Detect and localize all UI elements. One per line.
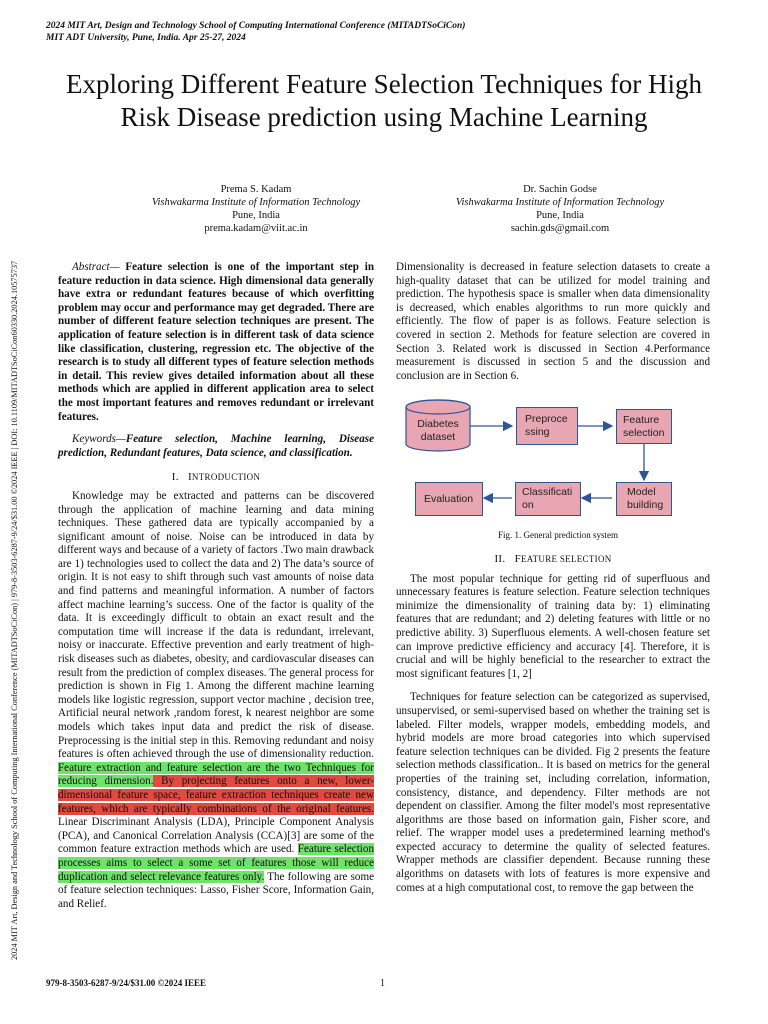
feature-selection-paragraph-1: The most popular technique for getting rid of superfluous and unnecessary features is feature selection. Feature selection techniques minimize the dimensionality of training data by: 1) eliminating features that are redundant; and 2) deleting features with little or no predictive ability. 3) Superfluous elements. A well-chosen feature set can improve predictive efficiency and accuracy [4]. Therefore, it is crucial and will be highly beneficial to the researcher to extract the most significant features [1, 2]	[396, 572, 710, 680]
keywords-text: Feature selection, Machine learning, Disease prediction, Redundant features, Data science, and classification.	[58, 433, 374, 459]
keywords	[58, 433, 374, 460]
highlight-green-1: Feature extraction and feature selection are the two Techniques for reducing dimension.	[58, 761, 374, 788]
node-evaluation: Evaluation	[415, 482, 483, 516]
section-number: II.	[494, 553, 506, 565]
abstract-label: Abstract—	[72, 261, 120, 273]
footer-isbn: 979-8-3503-6287-9/24/$31.00 ©2024 IEEE	[46, 978, 206, 988]
conference-header	[46, 20, 726, 44]
author-name: Prema S. Kadam	[220, 184, 292, 195]
keywords-label: Keywords—	[72, 433, 126, 446]
conference-line-2: MIT ADT University, Pune, India. Apr 25-27, 2024	[46, 33, 246, 43]
right-paragraph-1: Dimensionality is decreased in feature selection datasets to create a high-quality dataset that can be utilized for model training and prediction. The hypothesis space is smaller when data dimensionality is decreased, which enables algorithms to run more quickly and efficiently. The flow of paper is as follows. Feature selection is covered in section 2. Methods for feature selection are covered in Section 3. Related work is discussed in Section 4.Performance measurement is discussed in section 5 and the discussion and conclusion are in Section 6.	[396, 261, 710, 382]
section-rest: EATURE SELECTION	[521, 554, 612, 564]
node-model-building: Model building	[616, 482, 672, 516]
author-2	[440, 183, 680, 235]
right-column-top	[396, 261, 710, 383]
node-classification: Classificati on	[515, 482, 581, 516]
left-column	[58, 261, 374, 911]
node-diabetes-dataset: Diabetes dataset	[417, 418, 459, 443]
author-email: sachin.gds@gmail.com	[510, 223, 610, 234]
section-initial: I	[187, 471, 192, 484]
highlight-red: By projecting features onto a new, lower-dimensional feature space, feature extraction techniques create new features, which are typically combinations of the original features.	[58, 775, 374, 815]
intro-text-2: Linear Discriminant Analysis (LDA), Principle Component Analysis (PCA), and Canonical Correlation Analysis (CCA)[3] are some of the common feature extraction methods which are used.	[58, 816, 374, 856]
intro-paragraph	[58, 490, 374, 911]
figure-caption: Fig. 1. General prediction system	[498, 530, 618, 540]
highlight-green-2: Feature selection processes aims to select a some set of features those will reduce duplication and select relevance features only.	[58, 843, 374, 883]
page-number: 1	[380, 978, 385, 989]
abstract-text: Feature selection is one of the important step in feature reduction in data science. High dimensional data generally have extra or redundant features because of which overfitting problem may occur and performance may get degraded. There are number of different feature selection techniques are present. The application of feature selection is in different task of data science like classification, clustering, regression etc. The objective of the research is to study all different types of feature selection methods in detail. This review gives detailed information about all these methods which are applied in different application area to select the most important features and removes redundant or irrelevant features.	[58, 261, 374, 423]
author-name: Dr. Sachin Godse	[523, 184, 597, 195]
intro-text-1: Knowledge may be extracted and patterns can be discovered through the application of machine learning and data mining techniques. These gathered data are typically accompanied by a significant amount of noise. Noise can be introduced in data by different ways and because of a variety of factors .Two main drawback are 1) technologies used to collect the data and 2) The data’s source of origin. It is not easy to shift through such vast amounts of noise data and find patterns and meaningful information. A number of factors affect machine learning’s success. One of the factor is quality of the data. It is exceedingly difficult to obtain an exact result and the computation time will increase if the data is redundant, irrelevant, noisy or inaccurate. Effective prevention and early treatment of high-risk diseases such as diabetes, obesity, and cardiovascular diseases can result from the prediction of complex diseases. The general process for prediction is shown in Fig 1. Among the different machine learning models like logistic regression, support vector machine , decision tree, Artificial neural network ,random forest, k nearest neighbor are some models which takes input data and predict the risk of disease. Preprocessing is the initial step in this. Removing redundant and noisy features is often achieved through the use of dimensionality reduction.	[58, 489, 374, 761]
author-email: prema.kadam@viit.ac.in	[204, 223, 308, 234]
feature-selection-paragraph-2: Techniques for feature selection can be categorized as supervised, unsupervised, or semi-supervised based on whether the training set is labeled. Filter models, wrapper models, embedding models, and hybrid models are more broad categories into which supervised feature selection techniques can be divided. Fig 2 presents the feature selection methods classification.. It is based on metrics for the general properties of the training set, including correlation, information, consistency, distance, and dependency. Filter methods are not dependent on classifier. Among the filter model's most representative algorithms are those based on information gain, Fisher score, and relief. The wrapper model uses a predetermined learning method's expected accuracy to determine the quality of selected features. Wrapper methods are classifier dependent. Because running these algorithms on datasets with lots of features is more expensive and comes at a high computational cost, to remove the gap between the	[396, 691, 710, 894]
abstract	[58, 261, 374, 424]
author-city: Pune, India	[232, 210, 280, 221]
figure-prediction-system	[398, 392, 718, 530]
right-column-bottom	[396, 553, 710, 895]
intro-text-3: The following are some of feature selection techniques: Lasso, Fisher Score, Information Gain, and Relief.	[58, 870, 375, 910]
side-doi-text: 2024 MIT Art, Design and Technology School of Computing International Conference (MITADTSoCiCon) | 979-8-3503-6287-9/24/$31.00 ©2024 IEEE | DOI: 10.1109/MITADTSoCiCon60330.2024.10575737	[10, 260, 19, 960]
author-city: Pune, India	[536, 210, 584, 221]
node-feature-selection: Feature selection	[616, 409, 672, 444]
section-initial: F	[514, 553, 521, 565]
section-heading-introduction	[58, 471, 374, 485]
section-heading-feature-selection	[396, 553, 710, 567]
section-number: I.	[171, 471, 179, 484]
section-rest: NTRODUCTION	[191, 472, 261, 483]
node-preprocessing: Preproce ssing	[516, 407, 578, 445]
conference-line-1: 2024 MIT Art, Design and Technology School of Computing International Conference (MITADTSoCiCon)	[46, 21, 466, 31]
author-1	[136, 183, 376, 235]
paper-title: Exploring Different Feature Selection Techniques for High Risk Disease prediction using Machine Learning	[66, 69, 702, 132]
author-affiliation: Vishwakarma Institute of Information Technology	[455, 197, 665, 208]
author-affiliation: Vishwakarma Institute of Information Technology	[151, 197, 361, 208]
